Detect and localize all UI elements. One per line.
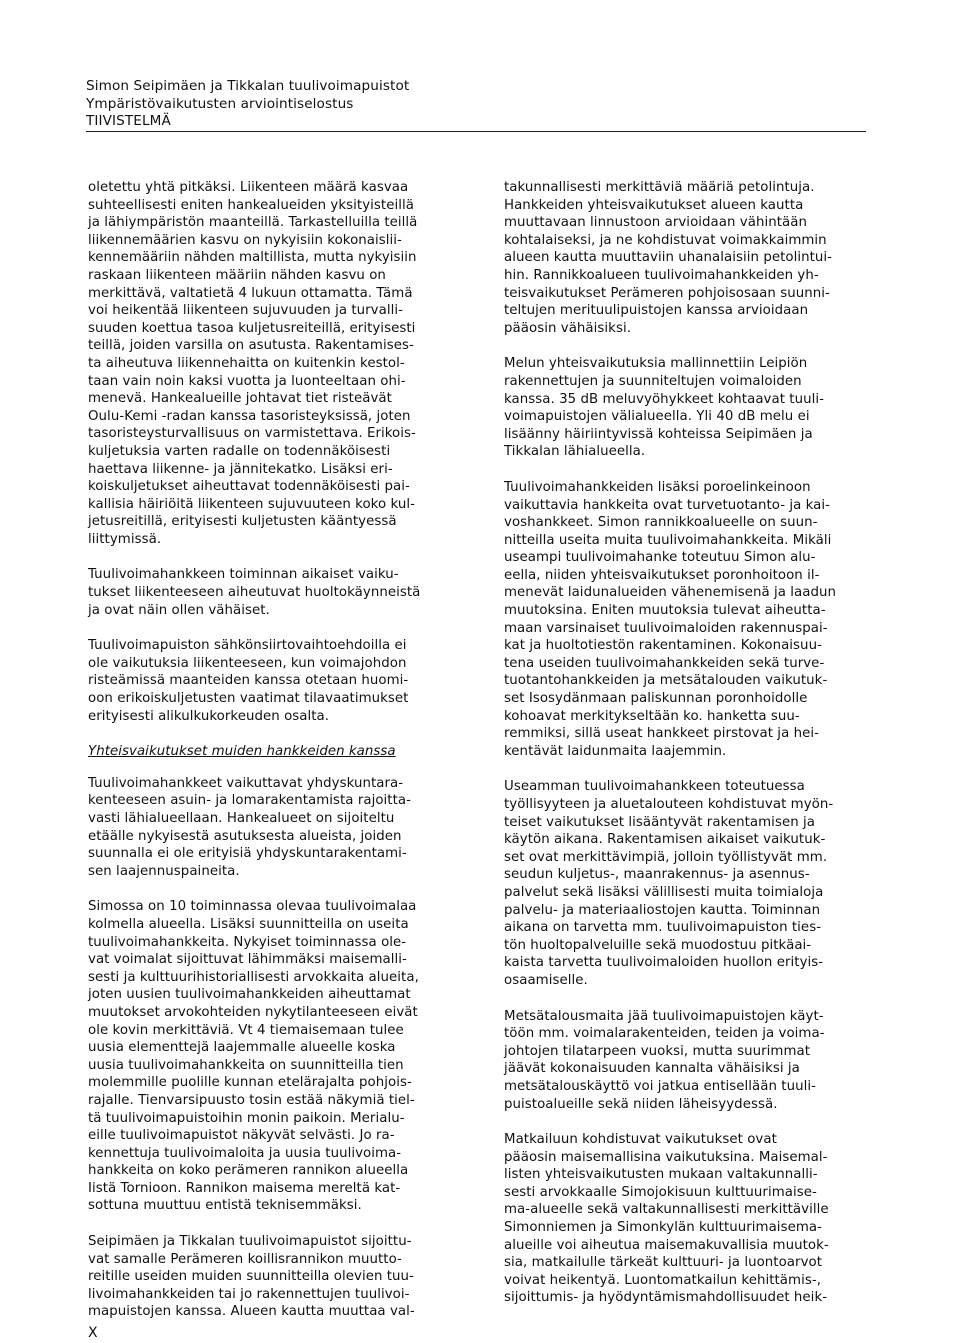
paragraph-bird-migration: Seipimäen ja Tikkalan tuulivoimapuistot sijoittu- vat samalle Perämeren koillisrannikon muutto- reitille useiden muiden suunnitteilla olevien tuu- livoimahankkeiden tai jo rakennettujen tuulivoi- mapuistojen kanssa. Alueen kautta muuttaa val- — [88, 1234, 415, 1320]
page-header — [86, 78, 866, 131]
paragraph-birds-continued: takunnallisesti merkittäviä määriä petolintuja. Hankkeiden yhteisvaikutukset alueen kautta muuttavaan linnustoon arvioidaan vähintään kohtalaiseksi, ja ne kohdistuvat voimakkaimmin alueen kautta muuttaviin uhanalaisiin petolintui- hin. Rannikkoalueen tuulivoimahankkeiden yh- teisvaikutukset Perämeren pohjoisosaan suunni- teltujen merituulipuistojen kanssa arvioidaan pääosin vähäisiksi. — [504, 180, 833, 336]
paragraph-noise: Melun yhteisvaikutuksia mallinnettiin Leipiön rakennettujen ja suunniteltujen voimaloiden kanssa. 35 dB meluvyöhykkeet kohtaavat tuuli- voimapuistojen välialueella. Yli 40 dB melu ei lisäänny häiriintyvissä kohteissa Seipimäen ja Tikkalan lähialueella. — [504, 356, 824, 460]
paragraph-power-transmission: Tuulivoimapuiston sähkönsiirtovaihtoehdoilla ei ole vaikutuksia liikenteeseen, kun voimajohdon risteämissä maanteiden kanssa otetaan huomi- oon erikoiskuljetusten vaatimat tilavaatimukset erityisesti alikulkukorkeuden osalta. — [88, 638, 409, 724]
document-title: Simon Seipimäen ja Tikkalan tuulivoimapuistot — [86, 78, 410, 94]
left-column — [88, 179, 454, 1339]
paragraph-operation-traffic: Tuulivoimahankkeen toiminnan aikaiset vaiku- tukset liikenteeseen aiheutuvat huoltokäynneistä ja ovat näin ollen vähäiset. — [88, 567, 421, 618]
paragraph-community-structure: Tuulivoimahankkeet vaikuttavat yhdyskuntara- kenteeseen asuin- ja lomarakentamista rajoitta- vasti lähialueellaan. Hankealueet on sijoiteltu etäälle nykyisestä asutuksesta alueista, joiden suunnalla ei ole erityisiä yhdyskuntarakentami- sen laajennuspaineita. — [88, 775, 411, 879]
paragraph-landscape: Simossa on 10 toiminnassa olevaa tuulivoimalaa kolmella alueella. Lisäksi suunnitteilla on useita tuulivoimahankkeita. Nykyiset toiminnassa ole- vat voimalat sijoittuvat lähimmäksi maisemalli- sesti ja kulttuurihistoriallisesti arvokkaita alueita, joten uusien tuulivoimahankkeiden aiheuttamat muutokset arvokohteiden nykytilanteeseen eivät ole kovin merkittäviä. Vt 4 tiemaisemaan tulee uusia elementtejä laajemmalle alueelle koska uusia tuulivoimahankkeita on suunnitteilla tien molemmille puolille kunnan etelärajalta pohjois- rajalle. Tienvarsipuusto tosin estää näkymiä tiel- tä tuulivoimapuistoihin monin paikoin. Merialu- eille tuulivoimapuistot näkyvät selvästi. Jo ra- kennettuja tuulivoimaloita ja uusia tuulivoima- hankkeita on koko perämeren rannikon alueella Iistä Tornioon. Rannikon maisema mereltä kat- sottuna muuttuu entistä teknisemmäksi. — [88, 899, 419, 1214]
page-number: X — [88, 1325, 98, 1341]
document-subtitle: Ympäristövaikutusten arviointiselostus — [86, 95, 354, 112]
paragraph-reindeer-herding: Tuulivoimahankkeiden lisäksi poroelinkeinoon vaikuttavia hankkeita ovat turvetuotanto- ja kai- voshankkeet. Simon rannikkoalueelle on suun- nitteilla useita muita tuulivoimahankkeita. Mikäli useampi tuulivoimahanke toteutuu Simon alu- eella, niiden yhteisvaikutukset poronhoitoon il- menevät laidunalueiden vähenemisenä ja laadun muutoksina. Eniten muutoksia tulevat aiheutta- maan varsinaiset tuulivoimaloiden rakennuspai- kat ja huoltotiestön rakentaminen. Kokonaisuu- tena useiden tuulivoimahankkeiden sekä turve- tuotantohankkeiden ja metsätalouden vaikutuk- set Isosydänmaan paliskunnan poronhoidolle kohoavat merkitykseltään ko. hanketta suu- remmiksi, sillä useat hankkeet pirstovat ja hei- kentävät laidunmaita laajemmin. — [504, 479, 837, 759]
section-heading-cumulative-impacts: Yhteisvaikutukset muiden hankkeiden kanssa — [88, 744, 396, 760]
paragraph-traffic-growth: oletettu yhtä pitkäksi. Liikenteen määrä kasvaa suhteellisesti eniten hankealueiden yksityisteillä ja lähiympäristön maanteillä. Tarkastelluilla teillä liikennemäärien kasvu on nykyisiin kokonaislii- kennemääriin nähden maltillista, mutta nykyisiin raskaan liikenteen määriin nähden kasvu on merkittävä, valtatietä 4 lukuun ottamatta. Tämä voi heikentää liikenteen sujuvuuden ja turvalli- suuden koettua tasoa kuljetusreiteillä, erityisesti teillä, joiden varsilla on asutusta. Rakentamises- ta aiheutuva liikennehaitta on kuitenkin kestol- taan vain noin kaksi vuotta ja luonteeltaan ohi- menevä. Hankealueille johtavat tiet risteävät Oulu-Kemi -radan kanssa tasoristeyksissä, joten tasoristeysturvallisuus on varmistettava. Erikois- kuljetuksia varten radalle on todennäköisesti haettava liikenne- ja jännitekatko. Lisäksi eri- koiskuljetukset aiheuttavat todennäköisesti pai- kallisia häiriöitä liikenteen sujuvuuteen koko kul- jetusreitillä, erityisesti kuljetusten kääntyessä liittymissä. — [88, 180, 418, 547]
paragraph-tourism: Matkailuun kohdistuvat vaikutukset ovat pääosin maisemallisina vaikutuksina. Maisemal- listen yhteisvaikutusten mukaan valtakunnalli- sesti arvokkaalle Simojokisuun kulttuurimaise- ma-alueelle sekä valtakunnallisesti merkittäville Simonniemen ja Simonkylän kulttuurimaisema- alueille voi aiheutua maisemakuvallisia muutok- sia, matkailulle tärkeät kulttuuri- ja luontoarvot voivat heikentyä. Luontomatkailun kehittämis-, sijoittumis- ja hyödyntämismahdollisuudet heik- — [504, 1132, 829, 1306]
paragraph-employment: Useamman tuulivoimahankkeen toteutuessa työllisyyteen ja aluetalouteen kohdistuvat myön- teiset vaikutukset lisääntyvät rakentamisen ja käytön aikana. Rakentamisen aikaiset vaikutuk- set ovat merkittävimpiä, jolloin työllistyvät mm. seudun kuljetus-, maanrakennus- ja asennus- palvelut sekä lisäksi välillisesti muita toimialoja palvelu- ja materiaaliostojen kautta. Toiminnan aikana on tarvetta mm. tuulivoimapuiston ties- tön huoltopalveluille sekä muodostuu pitkäai- kaista tarvetta tuulivoimaloiden huollon erityis- osaamiselle. — [504, 779, 834, 988]
right-column — [504, 179, 868, 1325]
header-divider — [86, 131, 866, 132]
paragraph-forestry: Metsätalousmaita jää tuulivoimapuistojen käyt- töön mm. voimalarakenteiden, teiden ja voima- johtojen tilatarpeen vuoksi, mutta suurimmat jäävät kokonaisuuden kannalta vähäisiksi ja metsätalouskäyttö voi jatkua entisellään tuuli- puistoalueille sekä niiden läheisyydessä. — [504, 1008, 825, 1112]
section-label: TIIVISTELMÄ — [86, 113, 171, 129]
